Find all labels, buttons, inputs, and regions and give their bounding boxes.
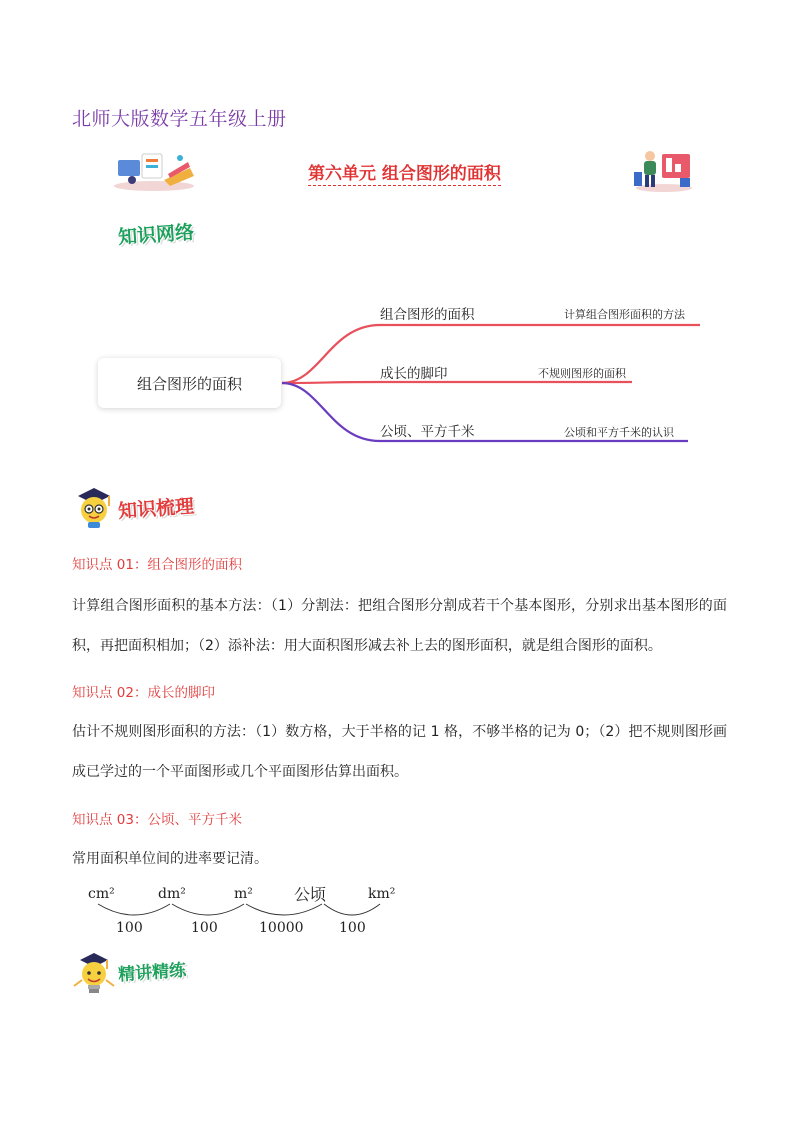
section-sorting-heading: 知识梳理 bbox=[117, 495, 195, 523]
lightbulb-mascot-icon bbox=[72, 950, 116, 996]
kp-03-title: 知识点 03：公顷、平方千米 bbox=[72, 812, 242, 828]
section-practice-heading: 精讲精练 bbox=[117, 960, 187, 986]
kp-03-text: 常用面积单位间的进率要记清。 bbox=[72, 851, 268, 867]
unit-m2: m² bbox=[234, 886, 253, 902]
mindmap-branch-2: 成长的脚印 bbox=[380, 366, 448, 382]
rate-dm2-m2: 100 bbox=[191, 920, 218, 936]
rate-hectare-km2: 100 bbox=[339, 920, 366, 936]
mindmap-branch-3: 公顷、平方千米 bbox=[380, 424, 475, 440]
unit-title: 第六单元 组合图形的面积 bbox=[308, 159, 501, 186]
kp-01-title: 知识点 01：组合图形的面积 bbox=[72, 557, 242, 573]
arc-2 bbox=[172, 904, 244, 915]
unit-cm2: cm² bbox=[88, 886, 115, 902]
mindmap-center-label: 组合图形的面积 bbox=[136, 374, 242, 393]
arc-1 bbox=[98, 904, 170, 915]
arc-3 bbox=[246, 904, 322, 915]
unit-dm2: dm² bbox=[158, 886, 186, 902]
mindmap-leaf-3: 公顷和平方千米的认识 bbox=[564, 426, 674, 439]
unit-hectare: 公顷 bbox=[294, 885, 327, 904]
kp-01-text: 计算组合图形面积的基本方法：（1）分割法：把组合图形分割成若干个基本图形，分别求出基本图形的面积，再把面积相加；（2）添补法：用大面积图形减去补上去的图形面积，就是组合图形的面积。 bbox=[72, 598, 727, 654]
rate-cm2-dm2: 100 bbox=[116, 920, 143, 936]
unit-km2: km² bbox=[368, 886, 396, 902]
mindmap-leaf-2: 不规则图形的面积 bbox=[538, 367, 626, 380]
arc-4 bbox=[324, 904, 380, 915]
rate-m2-hectare: 10000 bbox=[259, 920, 304, 936]
section-network-heading: 知识网络 bbox=[117, 221, 195, 249]
book-title: 北师大版数学五年级上册 bbox=[72, 108, 287, 130]
kp-02-text: 估计不规则图形面积的方法：（1）数方格，大于半格的记 1 格，不够半格的记为 0；（2）把不规则图形画成已学过的一个平面图形或几个平面图形估算出面积。 bbox=[72, 724, 727, 780]
kp-02-title: 知识点 02：成长的脚印 bbox=[72, 685, 215, 701]
mindmap-branch-1: 组合图形的面积 bbox=[380, 307, 475, 323]
mindmap-leaf-1: 计算组合图形面积的方法 bbox=[564, 308, 685, 321]
